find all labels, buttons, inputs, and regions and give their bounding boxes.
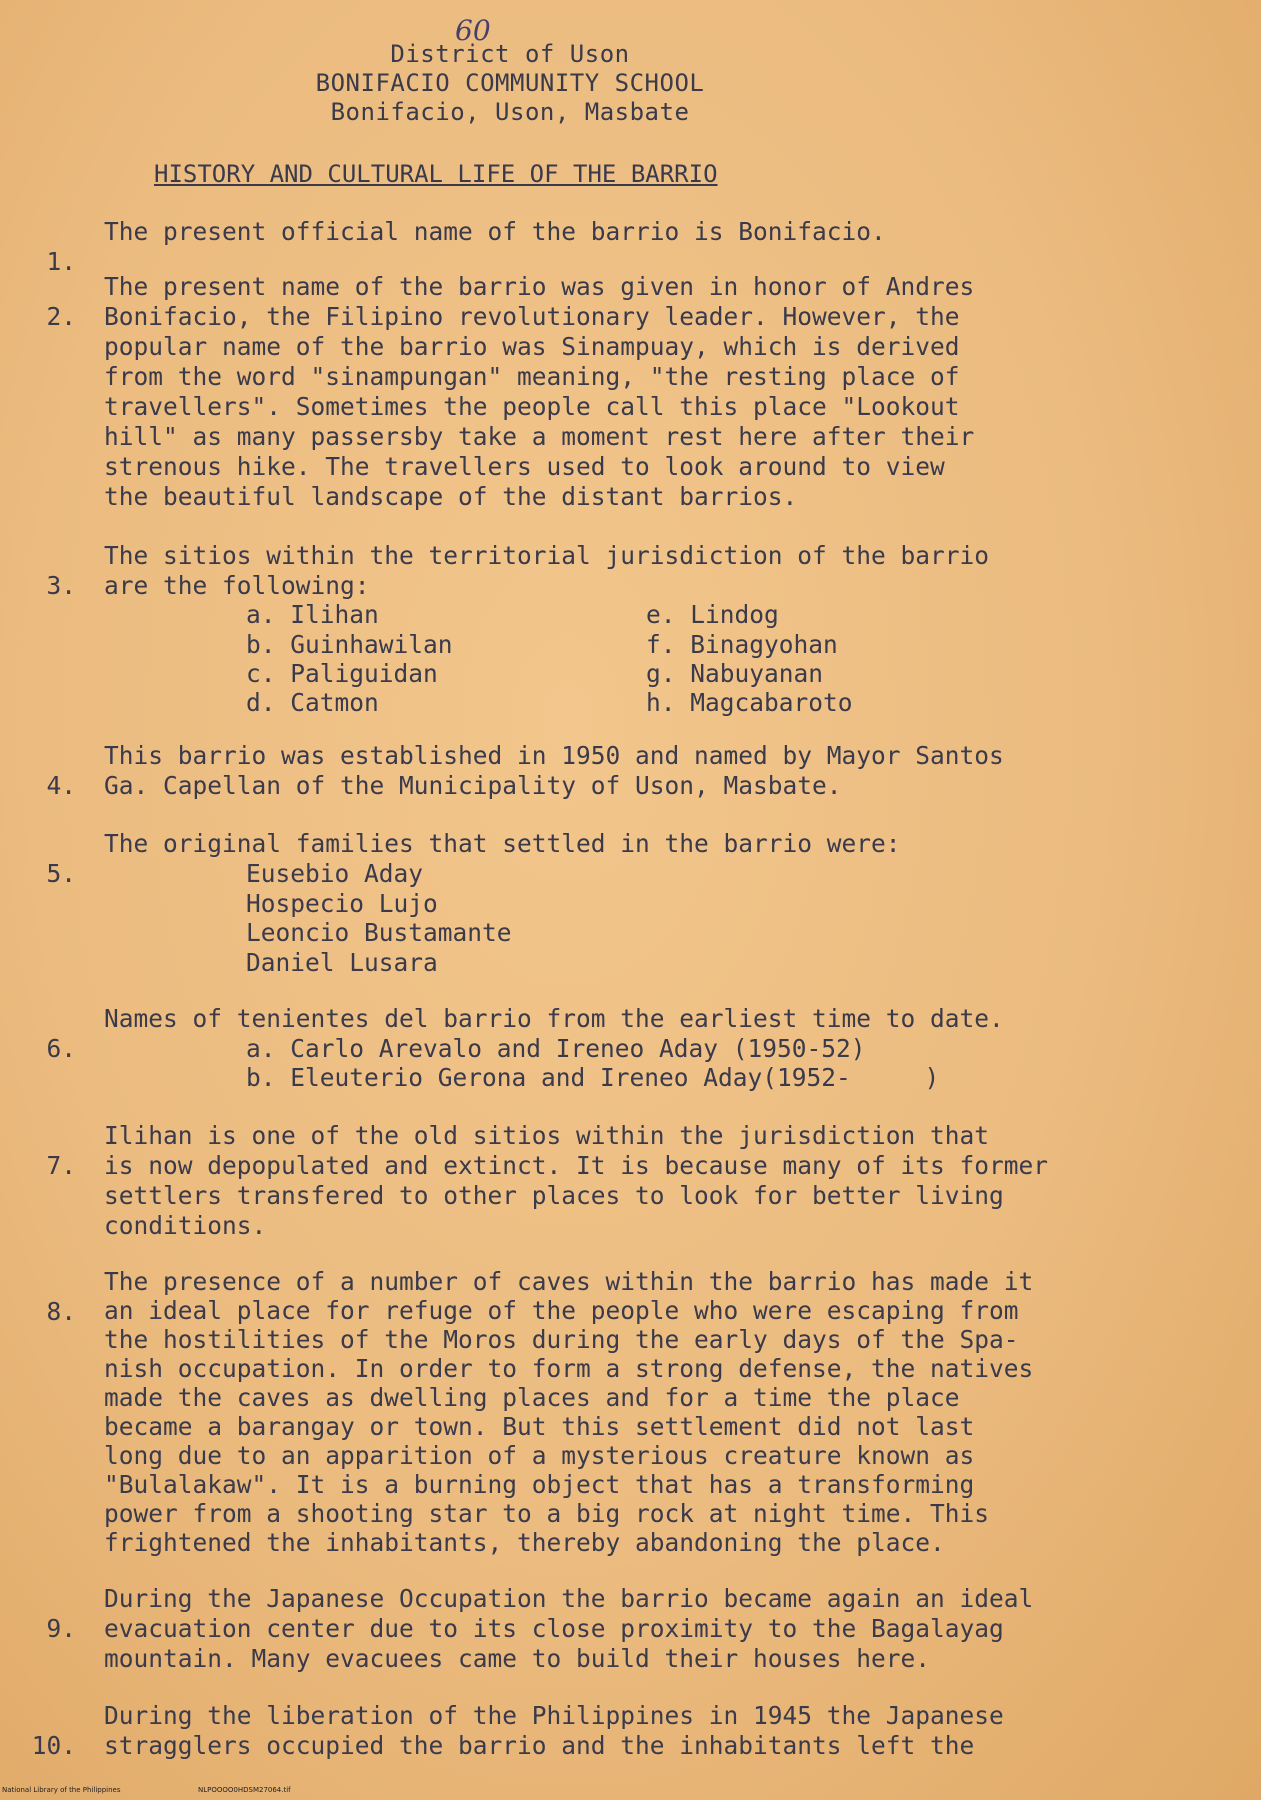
item-number: 2. xyxy=(46,301,76,331)
item-line: is now depopulated and extinct. It is because many of its former xyxy=(104,1151,1049,1180)
document-title: HISTORY AND CULTURAL LIFE OF THE BARRIO xyxy=(154,160,718,188)
family-name: Daniel Lusara xyxy=(246,948,438,977)
item-line: power from a shooting star to a big rock at night time. This xyxy=(104,1499,990,1528)
item-line: During the liberation of the Philippines in 1945 the Japanese xyxy=(104,1701,1004,1730)
teniente-entry: a. Carlo Arevalo and Ireneo Aday (1950-52) xyxy=(246,1034,866,1063)
item-line: conditions. xyxy=(104,1211,267,1240)
sitio-item: d. Catmon xyxy=(246,688,379,717)
item-line: the hostilities of the Moros during the early days of the Spa- xyxy=(104,1325,1019,1354)
item-line: The present name of the barrio was given in honor of Andres xyxy=(104,272,975,301)
family-name: Leoncio Bustamante xyxy=(246,918,512,947)
sitio-item: e. Lindog xyxy=(646,600,779,629)
sitio-item: b. Guinhawilan xyxy=(246,630,453,659)
item-number: 4. xyxy=(46,770,76,800)
sitio-item: h. Magcabaroto xyxy=(646,688,853,717)
item-line: evacuation center due to its close proximity to the Bagalayag xyxy=(104,1614,1004,1643)
file-id: NLPOOOO0HDSM27064.tif xyxy=(198,1786,291,1794)
library-credit: National Library of the Philippines xyxy=(2,1786,121,1794)
item-number: 9. xyxy=(46,1613,76,1643)
sitio-item: a. Ilihan xyxy=(246,600,379,629)
family-name: Eusebio Aday xyxy=(246,859,424,888)
item-line: settlers transfered to other places to look for better living xyxy=(104,1181,1004,1210)
location-heading: Bonifacio, Uson, Masbate xyxy=(330,98,690,126)
sitio-item: g. Nabuyanan xyxy=(646,659,824,688)
item-line: The present official name of the barrio is Bonifacio. xyxy=(104,217,886,246)
teniente-entry: b. Eleuterio Gerona and Ireneo Aday(1952- ) xyxy=(246,1063,940,1092)
item-line: an ideal place for refuge of the people who were escaping from xyxy=(104,1296,1019,1325)
item-number: 10. xyxy=(31,1730,76,1760)
school-heading: BONIFACIO COMMUNITY SCHOOL xyxy=(315,69,705,97)
item-line: nish occupation. In order to form a strong defense, the natives xyxy=(104,1354,1034,1383)
item-line: The presence of a number of caves within the barrio has made it xyxy=(104,1267,1034,1296)
item-line: During the Japanese Occupation the barrio became again an ideal xyxy=(104,1584,1034,1613)
item-line: stragglers occupied the barrio and the inhabitants left the xyxy=(104,1731,975,1760)
item-number: 8. xyxy=(46,1296,76,1326)
page-number: 60 xyxy=(455,14,491,47)
item-line: long due to an apparition of a mysterious creature known as xyxy=(104,1441,975,1470)
item-number: 1. xyxy=(46,246,76,276)
item-line: from the word "sinampungan" meaning, "the resting place of xyxy=(104,362,960,391)
item-line: The sitios within the territorial jurisdiction of the barrio xyxy=(104,541,990,570)
item-number: 5. xyxy=(46,858,76,888)
item-line: strenous hike. The travellers used to look around to view xyxy=(104,452,945,481)
scan-footer xyxy=(0,1786,1261,1798)
item-line: popular name of the barrio was Sinampuay, which is derived xyxy=(104,332,960,361)
item-line: Ilihan is one of the old sitios within the jurisdiction that xyxy=(104,1121,990,1150)
item-line: hill" as many passersby take a moment rest here after their xyxy=(104,422,975,451)
item-line: This barrio was established in 1950 and named by Mayor Santos xyxy=(104,741,1004,770)
sitio-item: f. Binagyohan xyxy=(646,630,838,659)
item-number: 7. xyxy=(46,1150,76,1180)
item-line: "Bulalakaw". It is a burning object that has a transforming xyxy=(104,1470,975,1499)
family-name: Hospecio Lujo xyxy=(246,889,438,918)
sitio-item: c. Paliguidan xyxy=(246,659,438,688)
item-line: Ga. Capellan of the Municipality of Uson, Masbate. xyxy=(104,771,842,800)
item-line: are the following: xyxy=(104,571,370,600)
item-line: travellers". Sometimes the people call this place "Lookout xyxy=(104,392,960,421)
district-heading: District of Uson xyxy=(390,40,630,68)
item-number: 3. xyxy=(46,570,76,600)
item-line: mountain. Many evacuees came to build their houses here. xyxy=(104,1644,931,1673)
item-line: the beautiful landscape of the distant barrios. xyxy=(104,482,798,511)
item-line: made the caves as dwelling places and for a time the place xyxy=(104,1383,960,1412)
item-number: 6. xyxy=(46,1033,76,1063)
item-line: Names of tenientes del barrio from the earliest time to date. xyxy=(104,1004,1004,1033)
item-line: The original families that settled in the barrio were: xyxy=(104,829,901,858)
item-line: became a barangay or town. But this settlement did not last xyxy=(104,1412,975,1441)
item-line: Bonifacio, the Filipino revolutionary leader. However, the xyxy=(104,302,960,331)
item-line: frightened the inhabitants, thereby abandoning the place. xyxy=(104,1528,945,1557)
